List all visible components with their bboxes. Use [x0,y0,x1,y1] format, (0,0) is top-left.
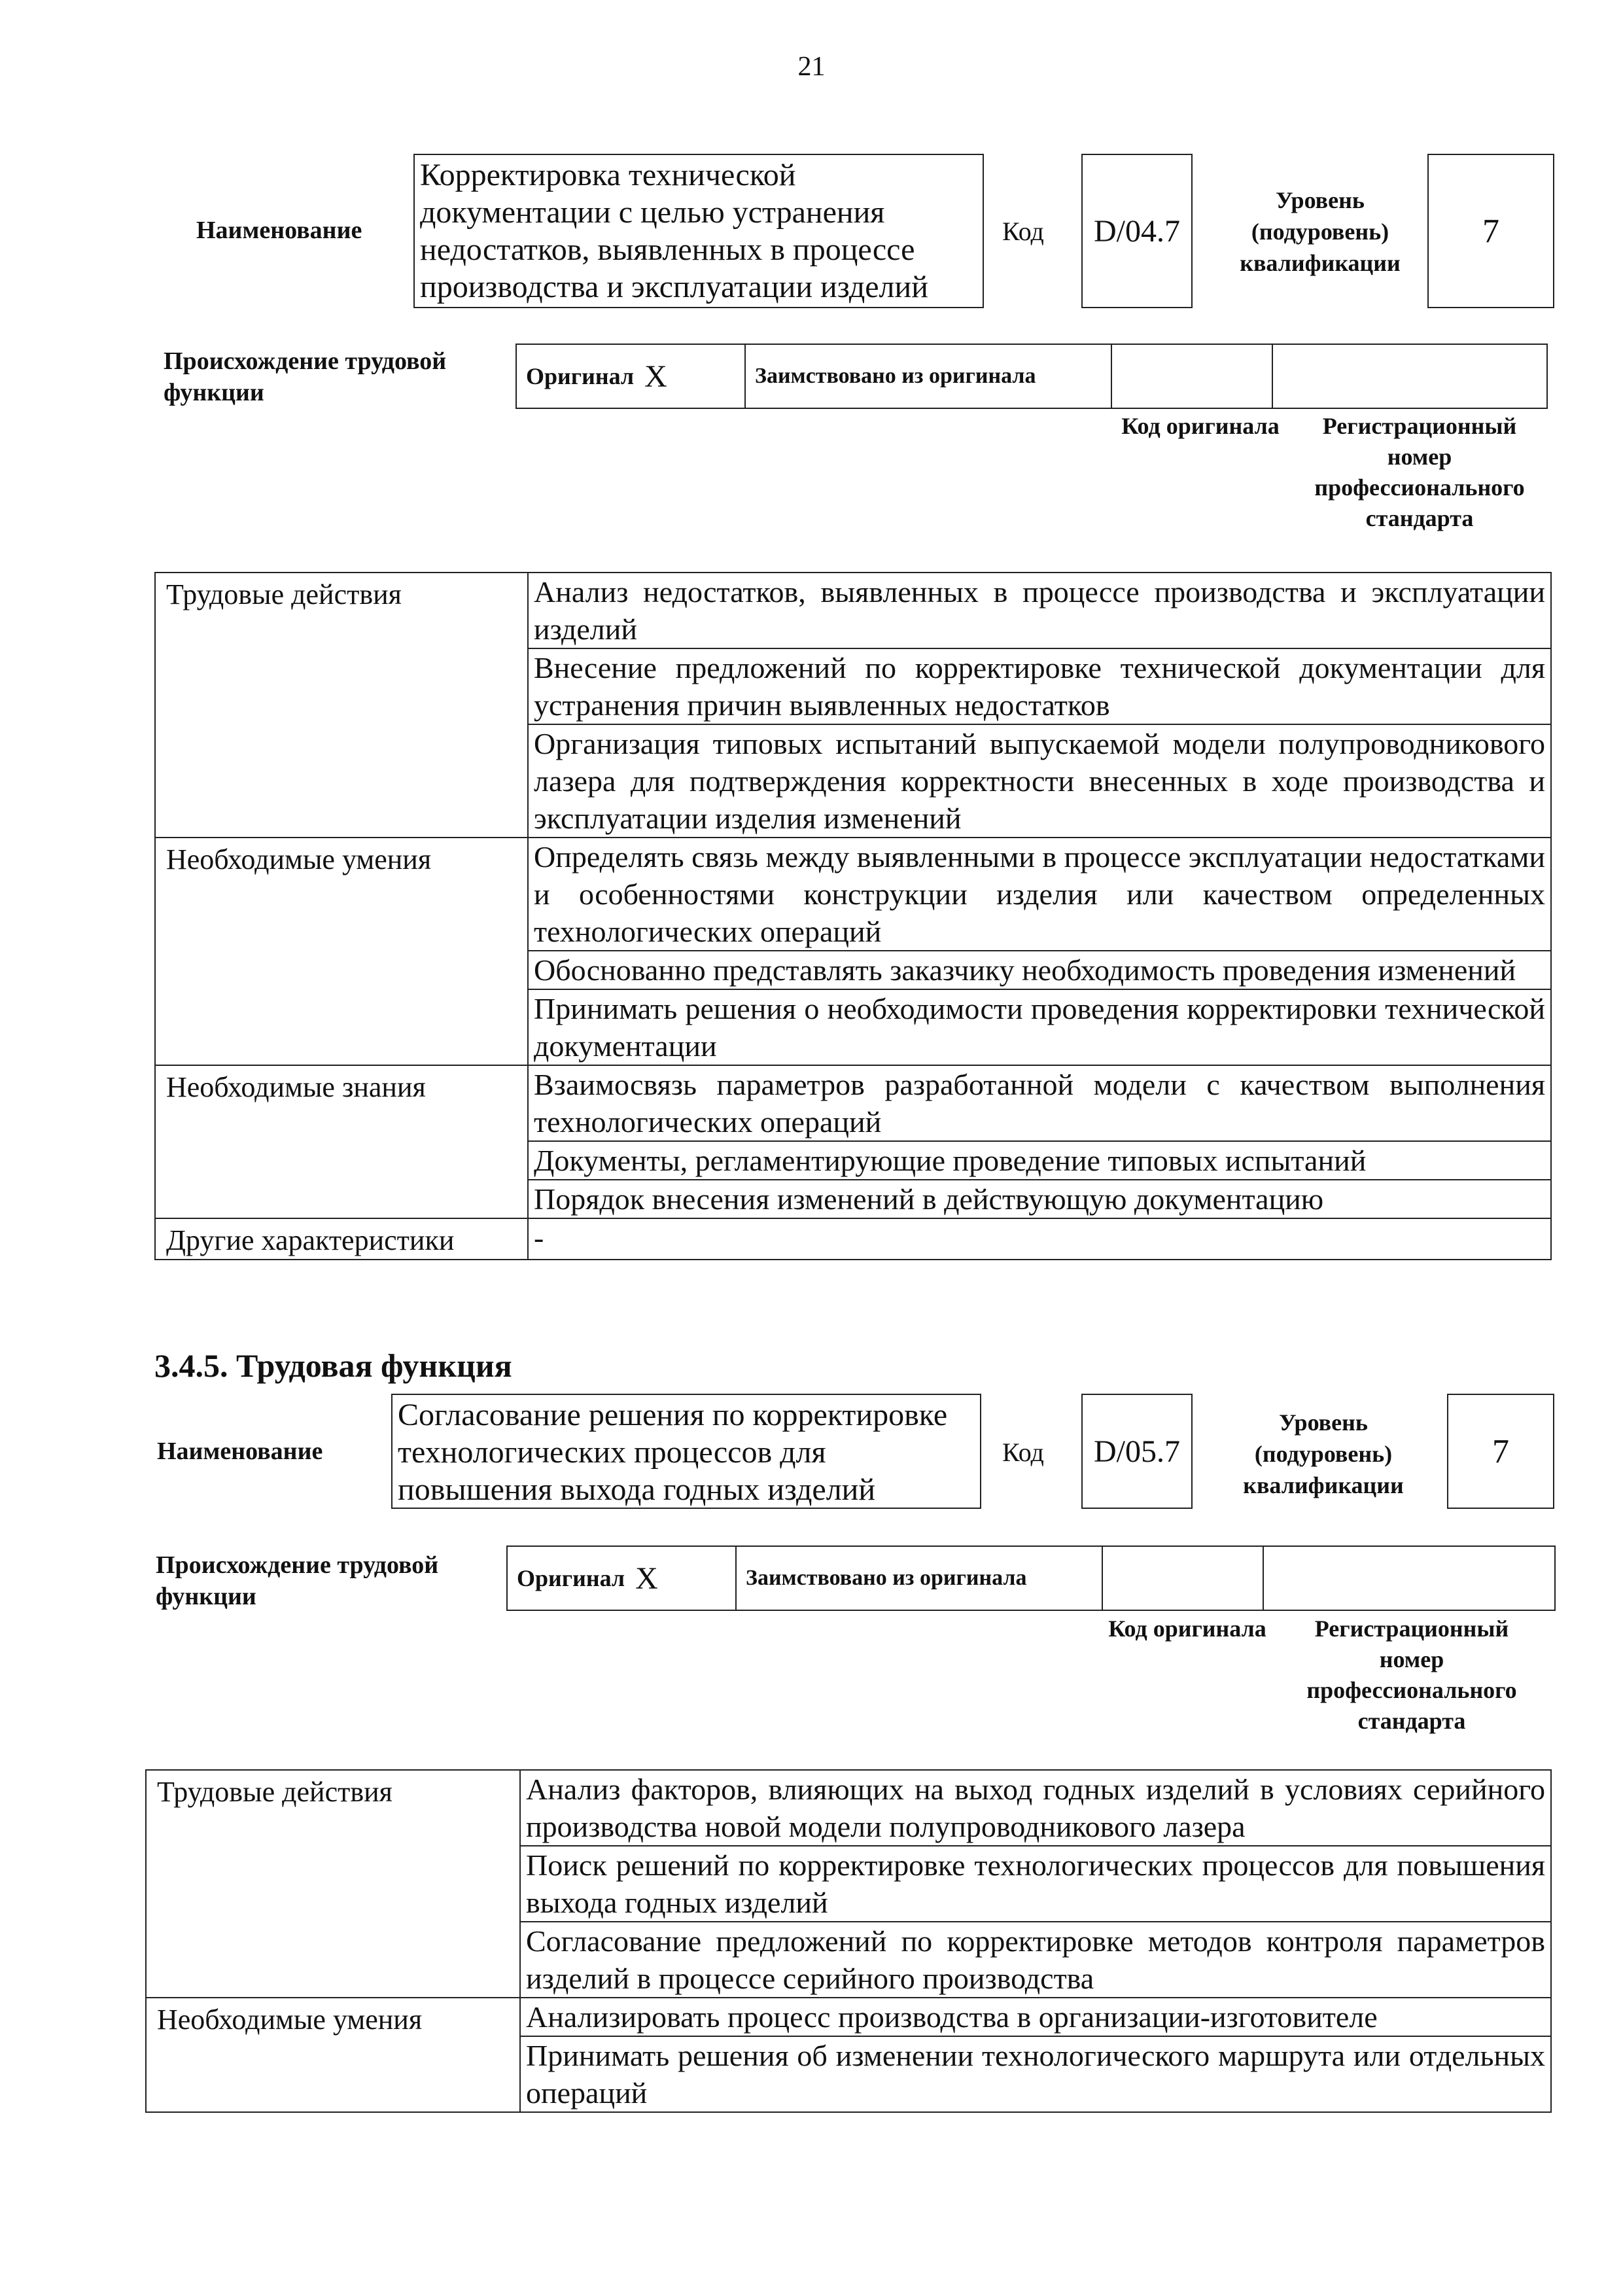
level-label-line2: (подуровень) [1251,219,1389,245]
origin-label: Происхождение трудовой функции [156,1551,439,1610]
table-row [155,573,1551,648]
origin-mark: X [635,1561,658,1596]
description-cell: Принимать решения об изменении технологического маршрута или отдельных операций [520,2036,1551,2112]
description-cell: Анализировать процесс производства в организации-изготовителе [520,1998,1551,2036]
description-cell: Внесение предложений по корректировке технической документации для устранения причин выявленных недостатков [528,648,1551,724]
code-value-box: D/05.7 [1081,1394,1193,1509]
level-label-line3: квалификации [1240,250,1401,276]
category-cell: Необходимые умения [155,838,528,1065]
level-label-line3: квалификации [1243,1472,1404,1498]
table-row [146,1998,1551,2036]
category-cell: Другие характеристики [155,1218,528,1260]
reg-number-label: Регистрационный номер профессионального стандарта [1306,1616,1517,1734]
function-name-box: Согласование решения по корректировке технологических процессов для повышения выхода годных изделий [391,1394,981,1509]
description-cell: Анализ факторов, влияющих на выход годных изделий в условиях серийного производства новой модели полупроводникового лазера [520,1770,1551,1846]
description-cell: - [528,1218,1551,1260]
table-row [155,1065,1551,1141]
category-cell: Трудовые действия [155,573,528,838]
category-cell: Необходимые знания [155,1065,528,1218]
table-row [155,838,1551,951]
name-label: Наименование [196,217,362,244]
origin-mark: X [644,359,667,394]
table-row [146,1770,1551,1846]
code-label: Код [1002,1438,1044,1467]
name-label: Наименование [157,1438,323,1465]
origin-original-cell [506,1545,737,1611]
description-cell: Анализ недостатков, выявленных в процессе производства и эксплуатации изделий [528,573,1551,648]
origin-original-label: Оригинал [526,363,635,389]
origin-original-cell [515,344,746,409]
description-cell: Согласование предложений по корректировке методов контроля параметров изделий в процессе серийного производства [520,1922,1551,1998]
origin-borrowed-cell: Заимствовано из оригинала [735,1545,1103,1611]
function-name-box: Корректировка технической документации с целью устранения недостатков, выявленных в процессе производства и эксплуатации изделий [413,154,984,308]
work-function-table-1 [154,572,1552,1260]
origin-code-cell [1111,344,1273,409]
qualification-level-label [1225,1407,1422,1501]
section-title: 3.4.5. Трудовая функция [154,1347,512,1384]
origin-table [506,1545,1556,1611]
qualification-level-value: 7 [1447,1394,1554,1509]
description-cell: Порядок внесения изменений в действующую документацию [528,1180,1551,1218]
origin-reg-number-cell [1272,344,1548,409]
level-label-line1: Уровень [1279,1409,1368,1436]
qualification-level-label [1222,185,1418,279]
origin-table [515,344,1548,409]
origin-original-label: Оригинал [517,1565,625,1591]
code-value-box: D/04.7 [1081,154,1193,308]
origin-code-cell [1102,1545,1264,1611]
description-cell: Взаимосвязь параметров разработанной модели с качеством выполнения технологических операций [528,1065,1551,1141]
code-label: Код [1002,217,1044,246]
table-row [155,1218,1551,1260]
description-cell: Принимать решения о необходимости проведения корректировки технической документации [528,989,1551,1065]
origin-borrowed-cell: Заимствовано из оригинала [744,344,1112,409]
description-cell: Организация типовых испытаний выпускаемой модели полупроводникового лазера для подтверждения корректности внесенных в ходе производства и эксплуатации изделия изменений [528,724,1551,838]
level-label-line1: Уровень [1276,187,1365,213]
level-label-line2: (подуровень) [1254,1441,1393,1467]
description-cell: Документы, регламентирующие проведение типовых испытаний [528,1141,1551,1180]
page-number: 21 [797,52,826,82]
code-original-label: Код оригинала [1108,1616,1266,1642]
description-cell: Определять связь между выявленными в процессе эксплуатации недостатками и особенностями конструкции изделия или качеством определенных технологических операций [528,838,1551,951]
work-function-table-2 [145,1769,1552,2113]
category-cell: Необходимые умения [146,1998,520,2112]
origin-label: Происхождение трудовой функции [164,347,447,406]
reg-number-label: Регистрационный номер профессионального стандарта [1314,413,1525,531]
description-cell: Поиск решений по корректировке технологических процессов для повышения выхода годных изделий [520,1846,1551,1922]
code-original-label: Код оригинала [1121,413,1280,439]
category-cell: Трудовые действия [146,1770,520,1998]
qualification-level-value: 7 [1427,154,1554,308]
description-cell: Обоснованно представлять заказчику необходимость проведения изменений [528,951,1551,989]
origin-reg-number-cell [1263,1545,1556,1611]
